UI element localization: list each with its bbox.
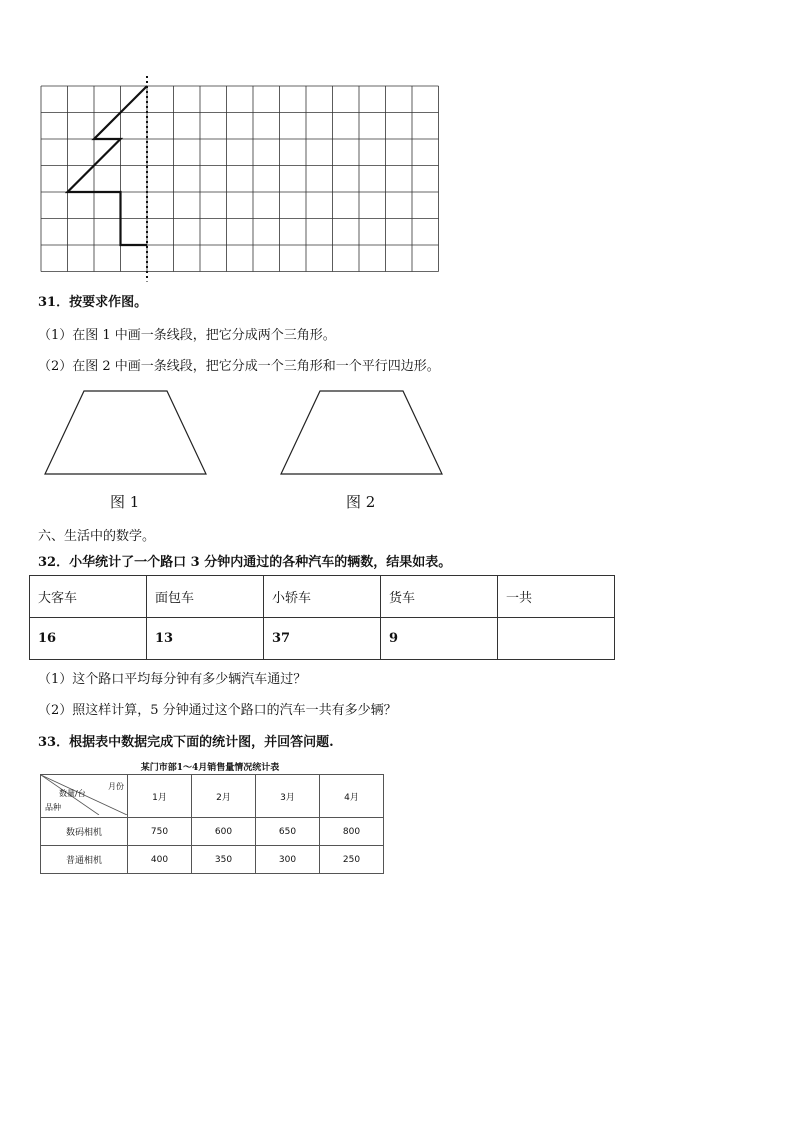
section6-title: 六、生活中的数学。 [38, 529, 156, 544]
trapezoid-figure-2 [276, 386, 451, 481]
grid-drawing [40, 76, 450, 286]
q31-part2: （2）在图 2 中画一条线段，把它分成一个三角形和一个平行四边形。 [38, 359, 440, 374]
q33-row-digital [41, 818, 384, 846]
q32-value-cell: 16 [30, 618, 147, 660]
q32-part1: （1）这个路口平均每分钟有多少辆汽车通过？ [38, 672, 307, 687]
q33-row-name: 普通相机 [41, 846, 128, 874]
q32-header-cell: 货车 [381, 576, 498, 618]
q31-title: 31．按要求作图。 [38, 295, 148, 310]
q33-month-header: 2月 [192, 775, 256, 818]
fig2-caption: 图 2 [346, 493, 376, 511]
q33-row-ordinary [41, 846, 384, 874]
q32-value-cell: 9 [381, 618, 498, 660]
trapezoid-1-shape [45, 391, 206, 474]
fig1-caption: 图 1 [110, 493, 140, 511]
q33-month-header: 1月 [128, 775, 192, 818]
q33-cell: 300 [256, 846, 320, 874]
q33-table [40, 774, 384, 874]
q31-part1: （1）在图 1 中画一条线段，把它分成两个三角形。 [38, 328, 336, 343]
q33-row-name: 数码相机 [41, 818, 128, 846]
q32-table [29, 575, 615, 660]
q32-value-row [30, 618, 615, 660]
corner-label-month: 月份 [108, 782, 124, 791]
q33-cell: 250 [320, 846, 384, 874]
q33-cell: 400 [128, 846, 192, 874]
q32-part2: （2）照这样计算，5 分钟通过这个路口的汽车一共有多少辆？ [38, 703, 397, 718]
q33-cell: 600 [192, 818, 256, 846]
q32-header-cell: 面包车 [147, 576, 264, 618]
q32-total-cell [498, 618, 615, 660]
q33-corner-cell [41, 775, 128, 818]
q33-month-header: 3月 [256, 775, 320, 818]
q33-cell: 650 [256, 818, 320, 846]
q32-header-cell: 一共 [498, 576, 615, 618]
q33-month-header: 4月 [320, 775, 384, 818]
q32-header-cell: 大客车 [30, 576, 147, 618]
q32-value-cell: 37 [264, 618, 381, 660]
q32-value-cell: 13 [147, 618, 264, 660]
q33-cell: 750 [128, 818, 192, 846]
q33-cell: 350 [192, 846, 256, 874]
q33-table-title: 某门市部1～4月销售量情况统计表 [140, 763, 280, 773]
q33-header-row [41, 775, 384, 818]
q32-title: 32．小华统计了一个路口 3 分钟内通过的各种汽车的辆数，结果如表。 [38, 555, 452, 570]
q33-cell: 800 [320, 818, 384, 846]
trapezoid-figure-1 [40, 386, 215, 481]
symmetry-grid-figure [40, 76, 450, 286]
q32-header-row [30, 576, 615, 618]
corner-label-quantity: 数量/台 [59, 789, 86, 798]
trapezoid-2-shape [281, 391, 442, 474]
corner-label-product: 品种 [45, 803, 61, 812]
q33-title: 33．根据表中数据完成下面的统计图，并回答问题. [38, 735, 334, 750]
q32-header-cell: 小轿车 [264, 576, 381, 618]
